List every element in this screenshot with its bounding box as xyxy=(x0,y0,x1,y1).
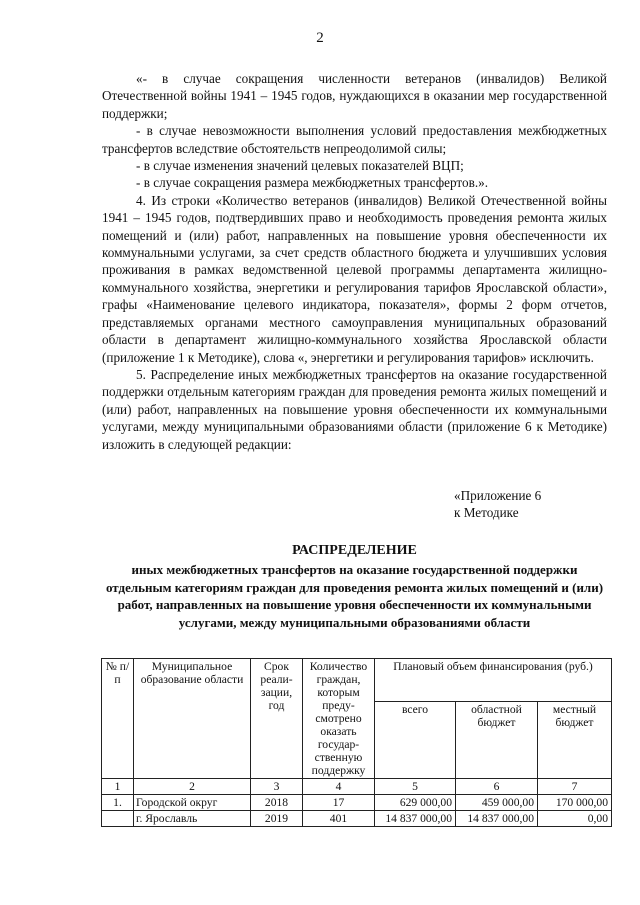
header-regional: областной бюджет xyxy=(456,701,538,778)
paragraph: 5. Распределение иных межбюджетных трансфертов на оказание государственной поддержки отдельным категориям граждан для проведения ремонта жилых помещений и (или) работ, направленных на повышение уровня обеспеченности их коммунальными услугами, между муниципальными образованиями области (приложение 6 к Методике) изложить в следующей редакции: xyxy=(102,366,607,452)
column-number: 6 xyxy=(456,779,538,795)
distribution-title: РАСПРЕДЕЛЕНИЕ xyxy=(292,543,417,558)
paragraph: - в случае изменения значений целевых показателей ВЦП; xyxy=(136,158,464,174)
column-number: 7 xyxy=(538,779,612,795)
header-funding: Плановый объем финансирования (руб.) xyxy=(375,659,612,702)
paragraph: «- в случае сокращения численности ветеранов (инвалидов) Великой Отечественной войны 1941 – 1945 годов, нуждающихся в оказании мер государственной поддержки; xyxy=(102,71,607,121)
header-period: Срок реали-зации, год xyxy=(251,659,303,779)
column-number-row xyxy=(102,779,612,795)
appendix-reference xyxy=(454,487,541,522)
column-number: 4 xyxy=(303,779,375,795)
row-count: 401 xyxy=(303,811,375,827)
header-count: Количество граждан, которым преду-смотрено оказать государ-ственную поддержку xyxy=(303,659,375,779)
row-year: 2018 xyxy=(251,795,303,811)
table-header-row xyxy=(102,659,612,702)
distribution-subtitle: иных межбюджетных трансфертов на оказание государственной поддержки отдельным категориям граждан для проведения ремонта жилых помещений и (или) работ, направленных на повышение уровня обеспеченности их коммунальными услугами, между муниципальными образованиями области xyxy=(105,562,604,630)
paragraph: - в случае невозможности выполнения условий предоставления межбюджетных трансфертов вследствие обстоятельств непреодолимой силы; xyxy=(102,123,607,156)
row-year: 2019 xyxy=(251,811,303,827)
row-local: 0,00 xyxy=(538,811,612,827)
header-municipality: Муниципальное образование области xyxy=(134,659,251,779)
column-number: 5 xyxy=(375,779,456,795)
column-number: 3 xyxy=(251,779,303,795)
column-number: 1 xyxy=(102,779,134,795)
row-regional: 459 000,00 xyxy=(456,795,538,811)
header-total: всего xyxy=(375,701,456,778)
row-municipality: Городской округ xyxy=(134,795,251,811)
header-num: № п/п xyxy=(102,659,134,779)
header-local: местный бюджет xyxy=(538,701,612,778)
row-num: 1. xyxy=(102,795,134,811)
appendix-line: к Методике xyxy=(454,505,519,521)
row-municipality: г. Ярославль xyxy=(134,811,251,827)
paragraph: 4. Из строки «Количество ветеранов (инвалидов) Великой Отечественной войны 1941 – 1945 годов, подтвердивших право и необходимость проведения ремонта жилых помещений и (или) работ, направленных на повышение уровня обеспеченности их коммунальными услугами, за счет средств областного бюджета и улучшивших условия проживания в рамках ведомственной целевой программы департамента жилищно-коммунального хозяйства, энергетики и регулирования тарифов Ярославской области», графы «Наименование целевого индикатора, показателя», формы 2 форм отчетов, представляемых органами местного самоуправления муниципальных образований области в департамент жилищно-коммунального хозяйства Ярославской области (приложение 1 к Методике), слова «, энергетики и регулирования тарифов» исключить. xyxy=(102,192,607,365)
row-num xyxy=(102,811,134,827)
row-total: 629 000,00 xyxy=(375,795,456,811)
body-text xyxy=(102,70,607,453)
row-total: 14 837 000,00 xyxy=(375,811,456,827)
column-number: 2 xyxy=(134,779,251,795)
paragraph: - в случае сокращения размера межбюджетных трансфертов.». xyxy=(136,175,489,191)
row-count: 17 xyxy=(303,795,375,811)
row-local: 170 000,00 xyxy=(538,795,612,811)
distribution-table xyxy=(101,658,612,827)
row-regional: 14 837 000,00 xyxy=(456,811,538,827)
page-number: 2 xyxy=(316,30,324,46)
appendix-line: «Приложение 6 xyxy=(454,488,542,503)
table-row xyxy=(102,811,612,827)
table-row xyxy=(102,795,612,811)
